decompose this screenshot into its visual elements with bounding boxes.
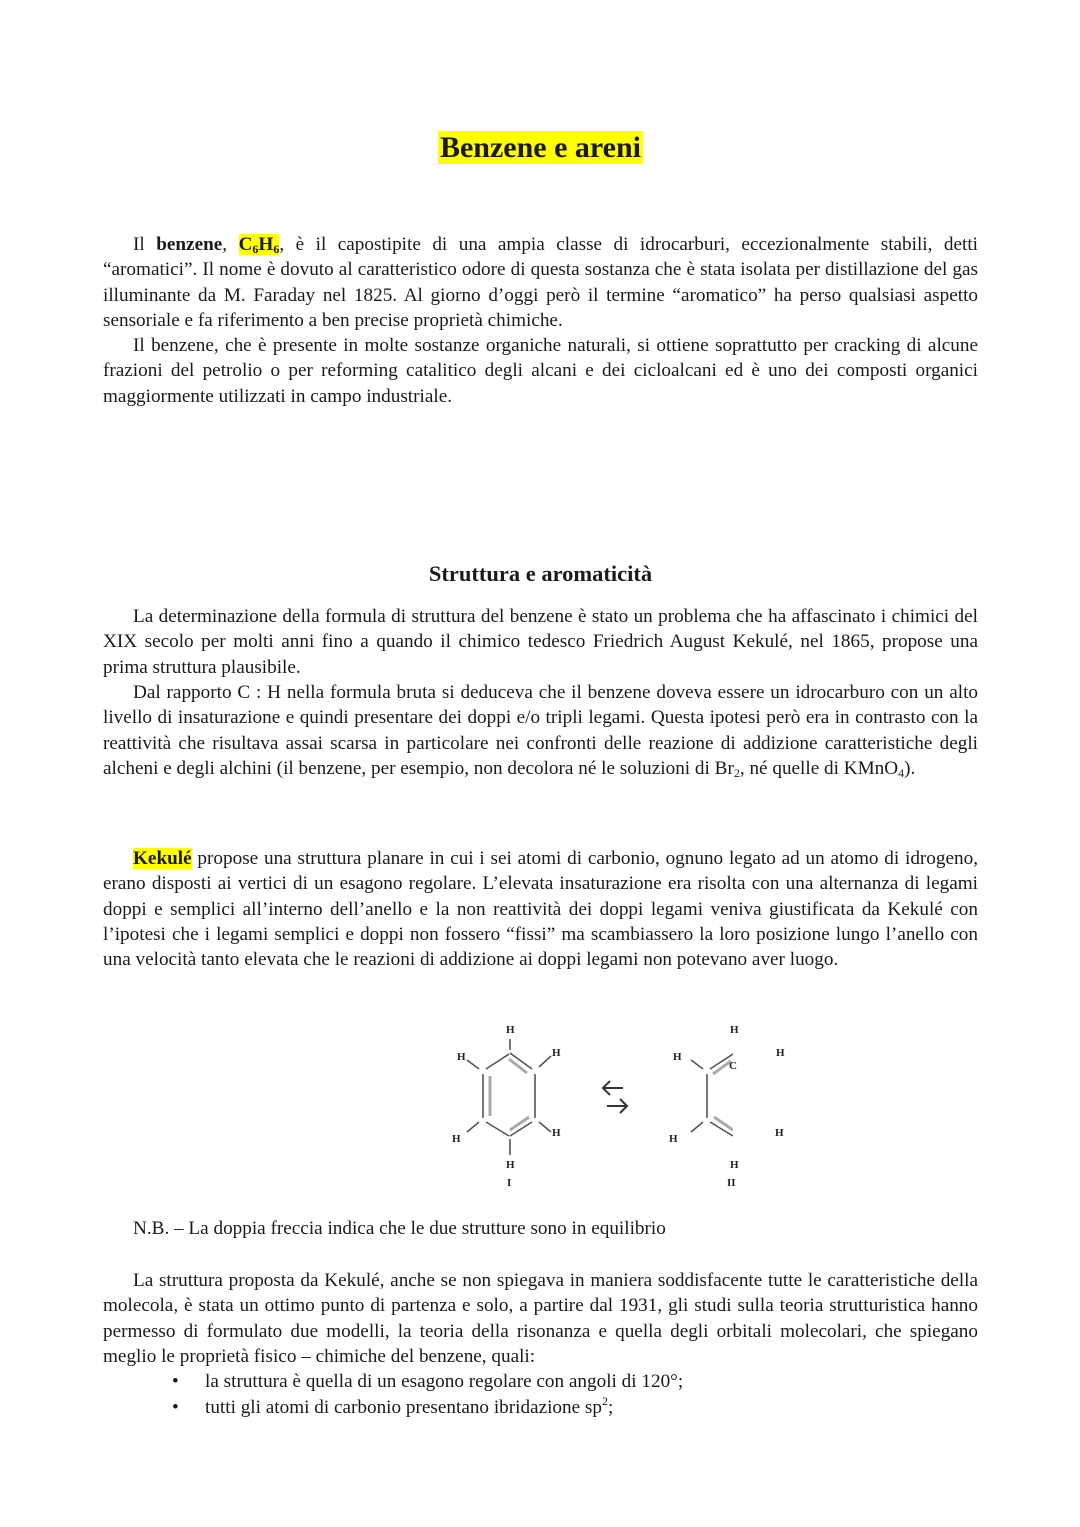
- note-text: N.B. – La doppia freccia indica che le due strutture sono in equilibrio: [133, 1218, 666, 1239]
- atom-label: H: [552, 1047, 561, 1059]
- atom-label: H: [776, 1047, 785, 1059]
- text: propose una struttura planare in cui i sei atomi di carbonio, ognuno legato ad un atomo di idrogeno, erano disposti ai vertici di un esagono regolare. L’elevata insaturazione era risolta con una alternanza di legami doppi e semplici all’interno dell’anello e la non reattività dei doppi legami veniva giustificata da Kekulé con l’ipotesi che i legami semplici e doppi non fossero “fissi” ma scambiassero la loro posizione lungo l’anello con una velocità tanto elevata che le reazioni di addizione ai doppi legami non potevano aver luogo.: [103, 848, 978, 971]
- list-item-text: la struttura è quella di un esagono regolare con angoli di 120°;: [205, 1371, 684, 1392]
- atom-label: H: [552, 1127, 561, 1139]
- atom-label: H: [730, 1024, 739, 1036]
- formula-highlight: [239, 234, 280, 255]
- subscript: 4: [898, 765, 905, 780]
- intro-paragraph-1: [103, 232, 978, 333]
- subscript: 6: [252, 242, 259, 256]
- atom-label: H: [730, 1159, 739, 1171]
- atom-label: H: [669, 1133, 678, 1145]
- formula-c: C: [238, 234, 253, 255]
- bullet-icon: •: [172, 1397, 179, 1418]
- title-text: Benzene e areni: [439, 131, 642, 164]
- subscript: 6: [273, 242, 280, 256]
- intro-paragraph-2: Il benzene, che è presente in molte sostanze organiche naturali, si ottiene soprattutto per cracking di alcune frazioni del petrolio o per reforming catalitico degli alcani e dei cicloalcani ed è uno dei composti organici maggiormente utilizzati in campo industriale.: [103, 335, 978, 407]
- list-item-text: tutti gli atomi di carbonio presentano ibridazione sp: [205, 1397, 602, 1418]
- page-title: [103, 128, 978, 168]
- kekule-paragraph: [103, 846, 978, 972]
- atom-label: H: [457, 1051, 466, 1063]
- superscript: 2: [601, 1394, 608, 1408]
- list-item-text: ;: [607, 1397, 614, 1418]
- atom-label: H: [673, 1051, 682, 1063]
- section-paragraph-1: La determinazione della formula di struttura del benzene è stato un problema che ha affascinato i chimici del XIX secolo per molti anni fino a quando il chimico tedesco Friedrich August Kekulé, nel 1865, propose una prima struttura plausibile.: [103, 606, 978, 678]
- bullet-icon: •: [172, 1371, 179, 1392]
- kekule-highlight: Kekulé: [133, 848, 192, 869]
- text: ,: [222, 234, 239, 255]
- kekule-structure-2-labels: [333, 1018, 785, 1198]
- formula-h: H: [258, 234, 274, 255]
- structure-label-2: II: [727, 1177, 736, 1189]
- bold-term: benzene: [156, 234, 223, 255]
- text: , è il capostipite di una ampia classe di idrocarburi, eccezionalmente stabili, detti “aromatici”. Il nome è dovuto al caratteristico odore di questa sostanza che è stata isolata per distillazione del gas illuminante da M. Faraday nel 1825. Al giorno d’oggi però il termine “aromatico” ha perso qualsiasi aspetto sensoriale e fa riferimento a ben precise proprietà chimiche.: [103, 234, 978, 331]
- atom-label: H: [506, 1159, 515, 1171]
- section-paragraph-4: La struttura proposta da Kekulé, anche se non spiegava in maniera soddisfacente tutte le caratteristiche della molecola, è stata un ottimo punto di partenza e solo, a partire dal 1931, gli studi sulla teoria strutturistica hanno permesso di formulato due modelli, la teoria della risonanza e quella degli orbitali molecolari, che spiegano meglio le proprietà fisico – chimiche del benzene, quali:: [103, 1270, 978, 1367]
- text: Il: [133, 234, 157, 255]
- properties-list: [157, 1369, 683, 1421]
- subscript: 2: [733, 765, 740, 780]
- list-item: [157, 1369, 683, 1395]
- atom-label: H: [506, 1024, 515, 1036]
- text: Dal rapporto C : H nella formula bruta si deduceva che il benzene doveva essere un idrocarburo con un alto livello di insaturazione e quindi presentare dei doppi e/o tripli legami. Questa ipotesi però era in contrasto con la reattività che risultava assai scarsa in particolare nei confronti delle reazione di addizione caratteristiche degli alcheni e degli alchini (il benzene, per esempio, non decolora né le soluzioni di Br: [103, 682, 978, 779]
- structure-label-1: I: [507, 1177, 512, 1189]
- text: , né quelle di KMnO: [739, 757, 899, 779]
- atom-label: H: [775, 1127, 784, 1139]
- section-heading: Struttura e aromaticità: [428, 561, 653, 586]
- text: ).: [904, 757, 916, 779]
- section-paragraph-2: [103, 680, 978, 781]
- atom-label: H: [452, 1133, 461, 1145]
- list-item: [157, 1395, 683, 1421]
- atom-label: C: [729, 1060, 737, 1072]
